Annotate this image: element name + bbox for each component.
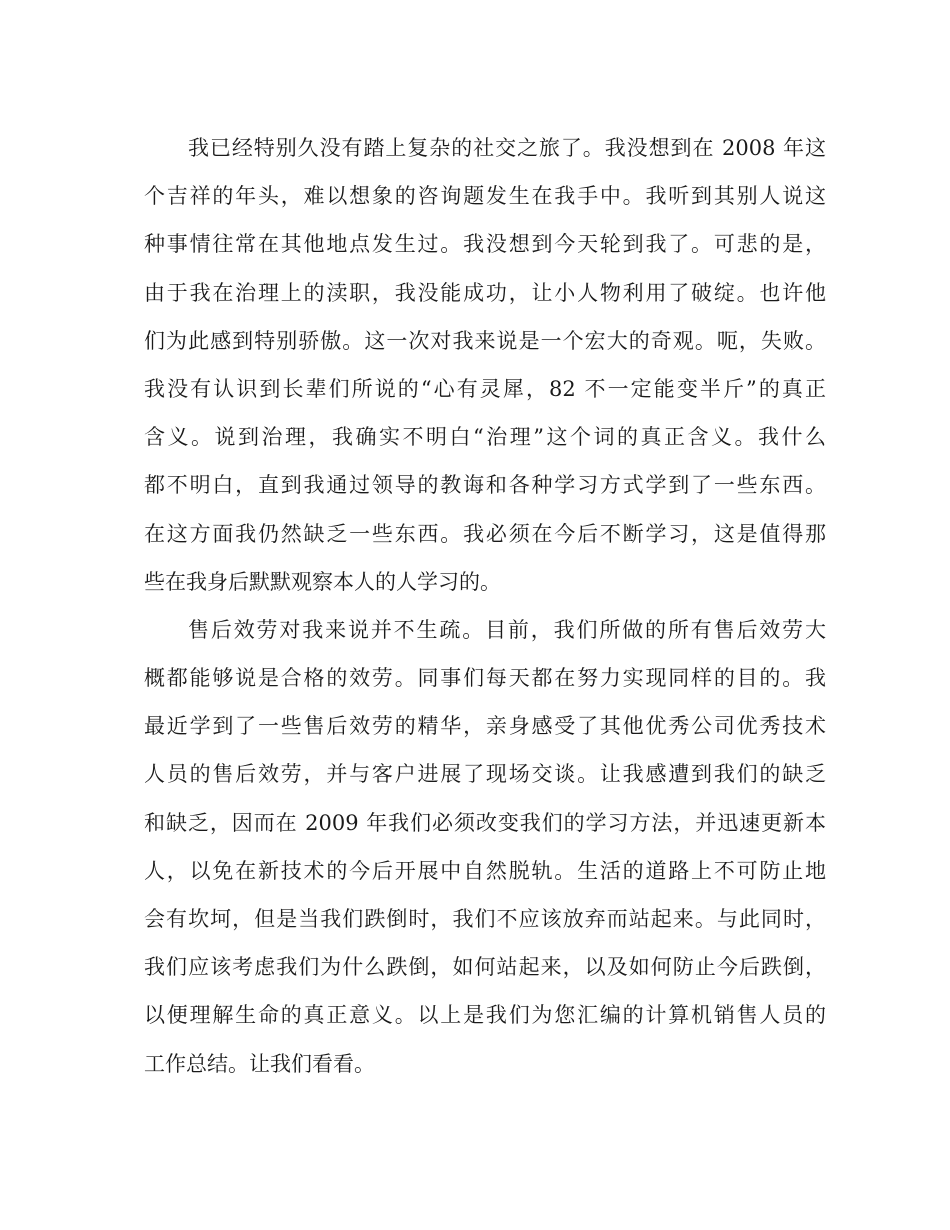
text-line: 含义。说到治理，我确实不明白“治理”这个词的真正含义。我什么 — [144, 425, 826, 450]
text-line: 会有坎坷，但是当我们跌倒时，我们不应该放弃而站起来。与此同时， — [144, 907, 826, 931]
text-line: 些在我身后默默观察本人的人学习的。 — [144, 569, 501, 594]
text-line: 我已经特别久没有踏上复杂的社交之旅了。我没想到在 2008 年这 — [188, 136, 826, 160]
text-line: 们为此感到特别骄傲。这一次对我来说是一个宏大的奇观。呃，失败。 — [144, 328, 826, 353]
text-line: 工作总结。让我们看看。 — [144, 1051, 375, 1076]
text-line: 人，以免在新技术的今后开展中自然脱轨。生活的道路上不可防止地 — [144, 858, 826, 883]
text-line: 概都能够说是合格的效劳。同事们每天都在努力实现同样的目的。我 — [144, 666, 826, 691]
text-line: 最近学到了一些售后效劳的精华，亲身感受了其他优秀公司优秀技术 — [144, 714, 826, 739]
text-line: 人员的售后效劳，并与客户进展了现场交谈。让我感遭到我们的缺乏 — [144, 762, 826, 787]
paragraph-2 — [144, 606, 826, 1088]
text-line: 由于我在治理上的渎职，我没能成功，让小人物利用了破绽。也许他 — [144, 280, 826, 305]
text-line: 售后效劳对我来说并不生疏。目前，我们所做的所有售后效劳大 — [188, 617, 826, 642]
text-line: 种事情往常在其他地点发生过。我没想到今天轮到我了。可悲的是， — [144, 232, 826, 257]
paragraph-1 — [144, 124, 826, 606]
text-line: 以便理解生命的真正意义。以上是我们为您汇编的计算机销售人员的 — [144, 1003, 826, 1028]
text-line: 和缺乏，因而在 2009 年我们必须改变我们的学习方法，并迅速更新本 — [144, 810, 826, 835]
text-line: 我们应该考虑我们为什么跌倒，如何站起来，以及如何防止今后跌倒， — [144, 955, 826, 980]
text-line: 在这方面我仍然缺乏一些东西。我必须在今后不断学习，这是值得那 — [144, 521, 826, 546]
document-body — [144, 124, 826, 1088]
text-line: 都不明白，直到我通过领导的教诲和各种学习方式学到了一些东西。 — [144, 473, 826, 498]
text-line: 我没有认识到长辈们所说的“心有灵犀，82 不一定能变半斤”的真正 — [144, 376, 826, 401]
text-line: 个吉祥的年头，难以想象的咨询题发生在我手中。我听到其别人说这 — [144, 184, 826, 209]
